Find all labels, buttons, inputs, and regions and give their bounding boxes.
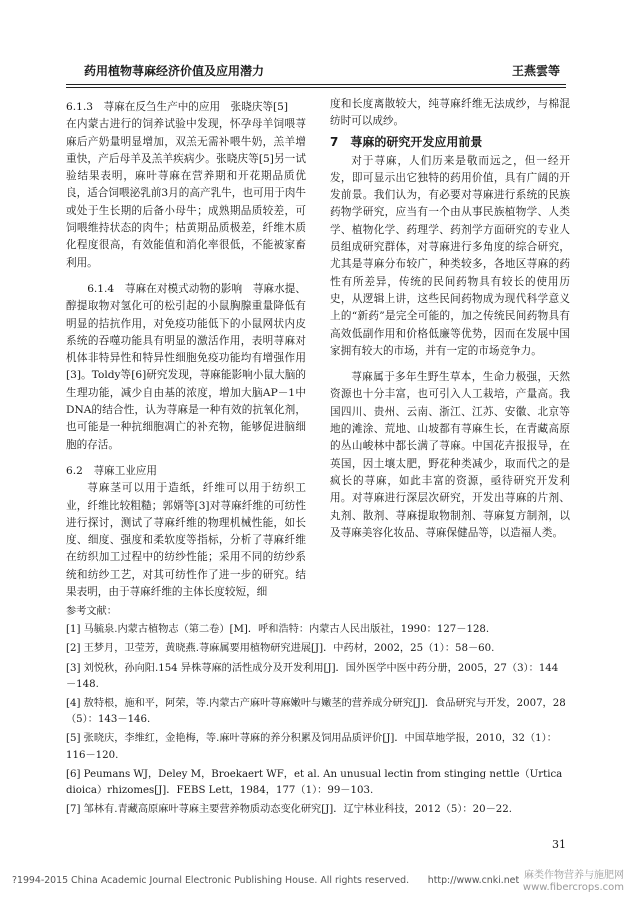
reference-item: [7] 邹林有.青藏高原麻叶荨麻主要营养物质动态变化研究[J]．辽宁林业科技，2012（5）：20－22. (66, 804, 512, 816)
section-7-heading: 7 荨麻的研究开发应用前景 (330, 134, 483, 149)
reference-item: [2] 王梦月，卫莹芳，黄晓燕.荨麻属要用植物研究进展[J]．中药材，2002，25（1）：58－60. (66, 643, 495, 655)
reference-item: [5] 张晓庆，李维红，金艳梅，等.麻叶荨麻的养分积累及饲用品质评价[J]．中国草地学报，2010，32（1）：116－120. (66, 733, 557, 761)
running-header (84, 62, 560, 82)
reference-item: [1] 马毓泉.内蒙古植物志（第二卷）[M]．呼和浩特：内蒙古人民出版社，1990：127－128. (66, 624, 490, 636)
reference-item: [6] Peumans WJ，Deley M，Broekaert WF，et al. An unusual lectin from stinging nettle（Urtica dioica）rhizomes[J]．FEBS Lett，1984，177（1）：99－103. (66, 768, 563, 797)
section-6-1-4-paragraph: 6.1.4 荨麻在对模式动物的影响 荨麻水提、醇提取物对氢化可的松引起的小鼠胸腺重量降低有明显的拮抗作用，对免疫功能低下的小鼠网状内皮系统的吞噬功能具有明显的激活作用，表明荨麻对机体非特异性和特异性细胞免疫功能均有增强作用[3]。Toldy等[6]研究发现，荨麻能影响小鼠大脑的生理功能，减少自由基的浓度，增加大脑AP－1中DNA的结合性，认为荨麻是一种有效的抗氧化剂，也可能是一种抗细胞凋亡的补充物，能够促进脑细胞的存活。 (66, 282, 306, 451)
footer (12, 870, 624, 893)
section-6-2-heading: 6.2 荨麻工业应用 (66, 464, 158, 477)
header-rule-bottom (66, 87, 566, 88)
page-number: 31 (552, 838, 566, 851)
copyright-notice: ?1994-2015 China Academic Journal Electronic Publishing House. All rights reserved. http://www.cnki.net (12, 875, 520, 886)
section-6-1-3-body: 在内蒙古进行的饲养试验中发现，怀孕母羊饲喂荨麻后产奶量明显增加，双羔无需补喂牛奶，羔羊增重快，产后母羊及羔羊疾病少。张晓庆等[5]另一试验结果表明，麻叶荨麻在营养期和开花期品质优良，适合饲喂泌乳前3月的高产乳牛，也可用于肉牛或处于生长期的后备小母牛；成熟期品质较差，可饲喂维持状态的肉牛；枯黄期品质极差，纤维木质化程度很高，有效能值和消化率很低，不能被家畜利用。 (66, 118, 306, 269)
section-6-1-3-heading: 6.1.3 荨麻在反刍生产中的应用 张晓庆等[5] (66, 101, 289, 113)
watermark-url: www.fibercrops.com (522, 882, 624, 893)
reference-item: [3] 刘悦秋，孙向阳.154 异株荨麻的活性成分及开发利用[J]．国外医学中医中药分册，2005，27（3）：144－148. (66, 662, 559, 690)
references (66, 604, 566, 821)
right-column (330, 96, 570, 542)
section-6-2-continued: 度和长度离散较大，纯荨麻纤维无法成纱，与棉混纺时可以成纱。 (330, 98, 570, 128)
watermark (523, 870, 624, 894)
watermark-name: 麻类作物营养与施肥网 (524, 870, 624, 881)
section-7-paragraph-1: 对于荨麻，人们历来是敬而远之，但一经开发，即可显示出它独特的药用价值，具有广阔的开发前景。我们认为，有必要对荨麻进行系统的民族药物学研究，应当有一个由从事民族植物学、人类学、植物化学、药理学、药剂学方面研究的专业人员组成研究群体，对荨麻进行多角度的综合研究，尤其是荨麻分布较广，种类较多，各地区荨麻的药性有所差异，传统的民间药物具有较长的使用历史，从逻辑上讲，这些民间药物成为现代科学意义上的“新药”是完全可能的，加之传统民间药物具有高效低副作用和价格低廉等优势，因而在发展中国家拥有较大的市场，并有一定的市场竞争力。 (330, 154, 570, 357)
left-column (66, 96, 306, 601)
section-7-paragraph-2: 荨麻属于多年生野生草本，生命力极强，天然资源也十分丰富，也可引入人工栽培，产量高。我国四川、贵州、云南、浙江、江苏、安徽、北京等地的滩涂、荒地、山坡都有荨麻生长，在青藏高原的丛山峻林中都长满了荨麻。中国花卉报报导，在英国，因土壤太肥，野花种类减少，取而代之的是疯长的荨麻，如此丰富的资源，亟待研究开发利用。对荨麻进行深层次研究，开发出荨麻的片剂、丸剂、散剂、荨麻提取物制剂、荨麻复方制剂，以及荨麻美容化妆品、荨麻保健品等，以造福人类。 (330, 371, 570, 539)
section-6-2-body: 荨麻茎可以用于造纸，纤维可以用于纺织工业，纤维比较粗糙；郭婿等[3]对荨麻纤维的可纺性进行探讨，测试了荨麻纤维的物理机械性能，如长度、细度、强度和柔软度等指标，分析了荨麻纤维在纺织加工过程中的纺纱性能；采用不同的纺纱系统和纺纱工艺，对其可纺性作了进一步的研究。结果表明，由于荨麻纤维的主体长度较短，细 (66, 482, 306, 599)
reference-item: [4] 敖特根，施和平，阿荣，等.内蒙古产麻叶荨麻嫩叶与嫩茎的营养成分研究[J]．食品研究与开发，2007，28（5）：143－146. (66, 698, 566, 726)
running-authors: 王燕雲等 (511, 64, 560, 78)
running-title: 药用植物荨麻经济价值及应用潜力 (84, 64, 265, 78)
references-title: 参考文献： (66, 606, 117, 617)
header-rule-top (66, 84, 566, 85)
